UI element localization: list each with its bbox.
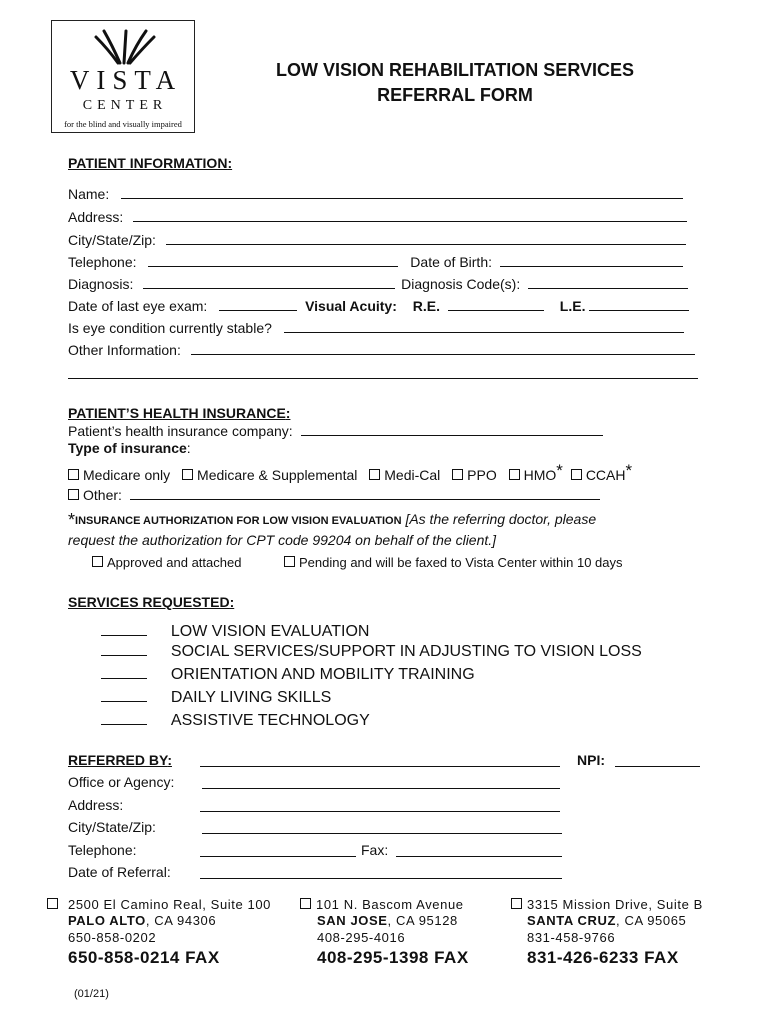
location-santa-cruz-checkbox[interactable] <box>511 898 522 909</box>
medi-cal-checkbox[interactable] <box>369 469 380 480</box>
location-palo-alto-street: 2500 El Camino Real, Suite 100 <box>47 897 271 912</box>
patient-other-row <box>68 342 695 358</box>
referral-date-field-wrap <box>200 866 562 882</box>
referrer-fax-field-wrap <box>396 844 562 860</box>
insurance-other-row <box>68 487 600 503</box>
referrer-fax-field[interactable] <box>396 844 562 857</box>
patient-exam-row <box>68 298 689 314</box>
referral-date-label: Date of Referral: <box>68 864 171 880</box>
referred-by-field[interactable] <box>200 754 560 767</box>
patient-diagnosis-codes-label: Diagnosis Code(s): <box>401 276 521 292</box>
auth-pending-option[interactable]: Pending and will be faxed to Vista Center within 10 days <box>284 555 623 570</box>
patient-address-row <box>68 209 687 225</box>
referrer-address-field-wrap <box>200 799 560 815</box>
patient-diagnosis-codes-field[interactable] <box>528 276 688 289</box>
patient-address-label: Address: <box>68 209 124 225</box>
location-san-jose-checkbox[interactable] <box>300 898 311 909</box>
option-medi-cal[interactable]: Medi-Cal <box>369 467 440 483</box>
location-san-jose-city: SAN JOSE, CA 95128 <box>317 913 458 928</box>
patient-stable-field[interactable] <box>284 320 684 333</box>
patient-stable-row <box>68 320 684 336</box>
insurance-auth-heading: INSURANCE AUTHORIZATION FOR LOW VISION EVALUATION <box>75 515 402 527</box>
insurance-other-label: Other: <box>83 487 122 503</box>
insurance-heading: PATIENT’S HEALTH INSURANCE: <box>68 405 291 421</box>
option-medicare-only[interactable]: Medicare only <box>68 467 170 483</box>
right-eye-field[interactable] <box>448 298 544 311</box>
patient-name-field[interactable] <box>121 186 683 199</box>
patient-diagnosis-field[interactable] <box>143 276 395 289</box>
logo-center-text: CENTER <box>82 98 168 113</box>
form-title-line2: REFERRAL FORM <box>377 85 533 105</box>
services-heading: SERVICES REQUESTED: <box>68 594 235 610</box>
insurance-auth-row <box>68 508 596 529</box>
patient-other-continuation-field[interactable] <box>68 366 698 379</box>
service-label-social: SOCIAL SERVICES/SUPPORT IN ADJUSTING TO VISION LOSS <box>170 643 642 660</box>
ppo-checkbox[interactable] <box>452 469 463 480</box>
right-eye-label: R.E. <box>412 298 441 314</box>
location-santa-cruz-street: 3315 Mission Drive, Suite B <box>511 897 703 912</box>
left-eye-field[interactable] <box>589 298 689 311</box>
auth-approved-option[interactable]: Approved and attached <box>92 555 241 570</box>
logo-tagline: for the blind and visually impaired <box>64 119 182 129</box>
logo-vista-text: VISTA <box>69 65 183 95</box>
npi-label: NPI: <box>577 752 605 768</box>
location-palo-alto-checkbox[interactable] <box>47 898 58 909</box>
patient-other-label: Other Information: <box>68 342 181 358</box>
form-title-line1: LOW VISION REHABILITATION SERVICES <box>275 60 635 80</box>
patient-stable-label: Is eye condition currently stable? <box>68 320 272 336</box>
ccah-checkbox[interactable] <box>571 469 582 480</box>
npi-field-wrap <box>615 754 700 770</box>
patient-dob-label: Date of Birth: <box>410 254 492 270</box>
service-label-assistive-tech: ASSISTIVE TECHNOLOGY <box>170 712 370 729</box>
service-row-assistive-tech <box>101 712 370 730</box>
patient-info-heading: PATIENT INFORMATION: <box>68 155 233 171</box>
vista-logo-mark-icon <box>90 27 160 67</box>
patient-address-field[interactable] <box>133 209 687 222</box>
service-row-social <box>101 643 642 661</box>
patient-diagnosis-row <box>68 276 688 292</box>
patient-city-field[interactable] <box>166 232 686 245</box>
referrer-fax-label: Fax: <box>361 842 389 858</box>
patient-dob-field[interactable] <box>500 254 683 267</box>
hmo-asterisk: * <box>556 461 563 480</box>
patient-telephone-field[interactable] <box>148 254 398 267</box>
patient-diagnosis-label: Diagnosis: <box>68 276 134 292</box>
service-blank-low-vision[interactable] <box>101 623 147 636</box>
referrer-telephone-label: Telephone: <box>68 842 137 858</box>
location-palo-alto-phone: 650-858-0202 <box>68 930 157 945</box>
service-label-low-vision: LOW VISION EVALUATION <box>170 623 370 640</box>
location-san-jose-street: 101 N. Bascom Avenue <box>300 897 464 912</box>
service-row-daily-living <box>101 689 331 707</box>
service-row-low-vision <box>101 623 369 641</box>
option-ppo[interactable]: PPO <box>452 467 497 483</box>
office-field[interactable] <box>202 776 560 789</box>
approved-checkbox[interactable] <box>92 556 103 567</box>
referrer-telephone-field-wrap <box>200 844 356 860</box>
auth-asterisk: * <box>68 510 76 530</box>
patient-other-field[interactable] <box>191 342 695 355</box>
location-palo-alto-city: PALO ALTO, CA 94306 <box>68 913 217 928</box>
patient-last-exam-label: Date of last eye exam: <box>68 298 208 314</box>
option-medicare-supplemental[interactable]: Medicare & Supplemental <box>182 467 357 483</box>
service-blank-social[interactable] <box>101 643 147 656</box>
referrer-city-field[interactable] <box>202 821 562 834</box>
medicare-only-checkbox[interactable] <box>68 469 79 480</box>
location-san-jose-phone: 408-295-4016 <box>317 930 406 945</box>
patient-city-label: City/State/Zip: <box>68 232 156 248</box>
patient-last-exam-field[interactable] <box>219 298 297 311</box>
referrer-address-field[interactable] <box>200 799 560 812</box>
option-ccah[interactable]: CCAH* <box>571 467 632 483</box>
insurance-auth-note-1: [As the referring doctor, please <box>405 511 597 527</box>
insurance-type-label: Type of insurance <box>68 440 187 456</box>
ccah-asterisk: * <box>625 461 633 480</box>
insurance-company-field[interactable] <box>301 423 603 436</box>
referrer-address-label: Address: <box>68 797 124 813</box>
service-blank-orientation[interactable] <box>101 666 147 679</box>
referrer-city-label: City/State/Zip: <box>68 819 156 835</box>
referred-by-field-wrap <box>200 754 560 770</box>
office-field-wrap <box>202 776 560 792</box>
npi-field[interactable] <box>615 754 700 767</box>
patient-name-row <box>68 186 683 202</box>
patient-name-label: Name: <box>68 186 110 202</box>
service-label-orientation: ORIENTATION AND MOBILITY TRAINING <box>170 666 475 683</box>
hmo-checkbox[interactable] <box>509 469 520 480</box>
insurance-other-field[interactable] <box>130 487 600 500</box>
option-hmo[interactable]: HMO* <box>509 467 563 483</box>
location-santa-cruz-city: SANTA CRUZ, CA 95065 <box>527 913 687 928</box>
patient-city-row <box>68 232 686 248</box>
insurance-company-label: Patient’s health insurance company: <box>68 423 293 439</box>
office-label: Office or Agency: <box>68 774 175 790</box>
insurance-company-row <box>68 423 603 439</box>
form-version: (01/21) <box>74 988 109 1000</box>
vista-center-logo <box>51 20 195 133</box>
referral-date-field[interactable] <box>200 866 562 879</box>
service-label-daily-living: DAILY LIVING SKILLS <box>170 689 332 706</box>
patient-telephone-row <box>68 254 683 270</box>
service-blank-assistive-tech[interactable] <box>101 712 147 725</box>
medicare-supplemental-checkbox[interactable] <box>182 469 193 480</box>
location-santa-cruz-phone: 831-458-9766 <box>527 930 616 945</box>
patient-telephone-label: Telephone: <box>68 254 137 270</box>
location-palo-alto-fax: 650-858-0214 FAX <box>68 948 220 967</box>
referrer-city-field-wrap <box>202 821 562 837</box>
insurance-auth-note-2: request the authorization for CPT code 99204 on behalf of the client.] <box>68 532 497 548</box>
insurance-type-label-row: Type of insurance: <box>68 440 191 456</box>
referred-by-heading: REFERRED BY: <box>68 752 172 768</box>
left-eye-label: L.E. <box>559 298 586 314</box>
visual-acuity-label: Visual Acuity: <box>305 298 397 314</box>
referrer-telephone-field[interactable] <box>200 844 356 857</box>
patient-other-continuation-row <box>68 366 698 382</box>
location-santa-cruz-fax: 831-426-6233 FAX <box>527 948 679 967</box>
pending-checkbox[interactable] <box>284 556 295 567</box>
location-san-jose-fax: 408-295-1398 FAX <box>317 948 469 967</box>
insurance-options-row <box>68 461 633 485</box>
service-blank-daily-living[interactable] <box>101 689 147 702</box>
insurance-other-checkbox[interactable] <box>68 489 79 500</box>
service-row-orientation <box>101 666 475 684</box>
